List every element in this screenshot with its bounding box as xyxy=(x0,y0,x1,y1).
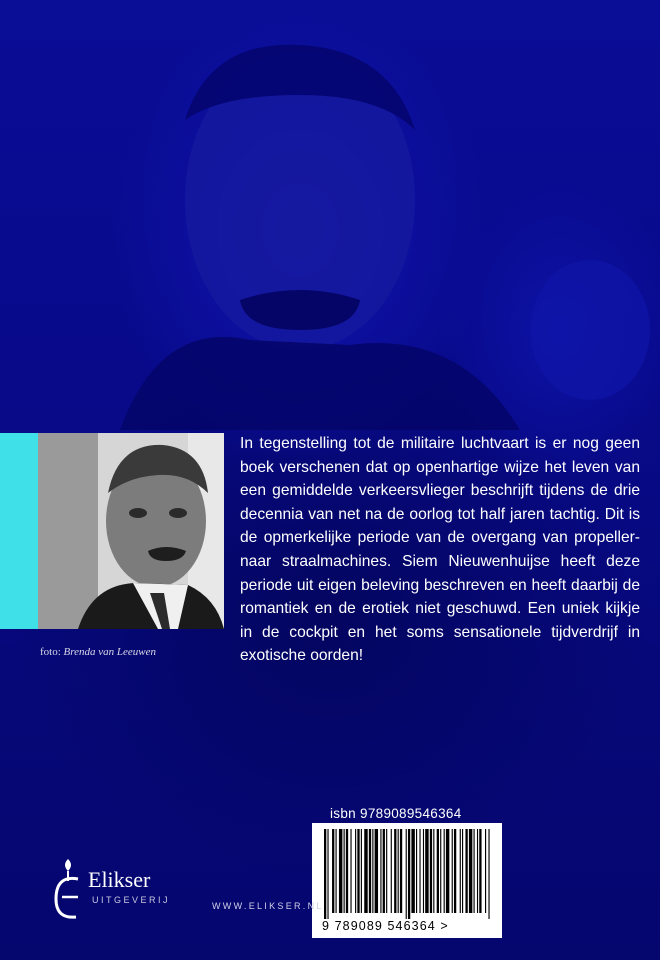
publisher-subtitle: UITGEVERIJ xyxy=(92,895,171,905)
author-photo xyxy=(38,433,224,629)
publisher-logo xyxy=(48,857,198,923)
barcode-bars xyxy=(312,823,502,919)
isbn-label: isbn 9789089546364 xyxy=(330,806,462,821)
publisher-website: WWW.ELIKSER.NL xyxy=(212,901,324,911)
photographer-name: Brenda van Leeuwen xyxy=(63,646,156,658)
publisher-name: Elikser xyxy=(88,867,151,892)
barcode xyxy=(312,823,502,938)
publisher-emblem-icon xyxy=(48,857,88,923)
background-portrait xyxy=(0,0,660,430)
photo-credit-prefix: foto: xyxy=(40,646,61,658)
barcode-digits: 9 789089 546364 > xyxy=(322,919,449,933)
photo-credit xyxy=(40,646,156,658)
back-cover-blurb: In tegenstelling tot de militaire luchtvaart is er nog geen boek verschenen dat op openhartige wijze het leven van een gemiddelde verkeersvlieger beschrijft tijdens de drie decennia van net na de oorlog tot half jaren tachtig. Dit is de opmerkelijke periode van de overgang van propeller- naar straalmachines. Siem Nieuwenhuijse heeft deze periode uit eigen beleving beschreven en heeft daarbij de romantiek en de erotiek niet geschuwd. Een uniek kijkje in de cockpit en het soms sensationele tijdverdrijf in exotische oorden! xyxy=(240,435,640,665)
accent-strip xyxy=(0,433,38,629)
